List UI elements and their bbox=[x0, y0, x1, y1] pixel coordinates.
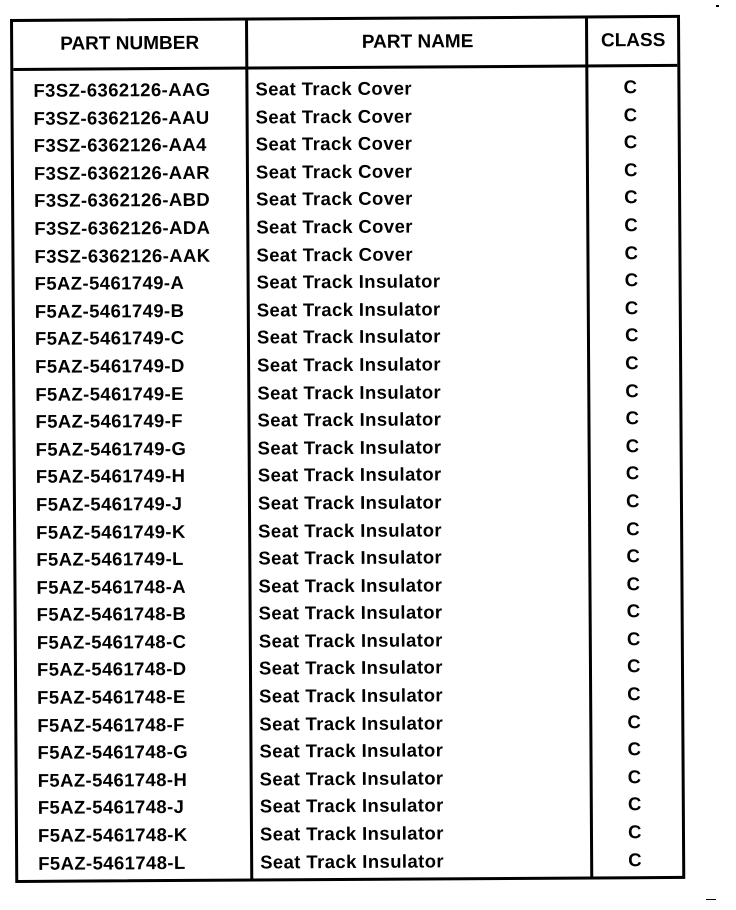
table-row bbox=[14, 128, 678, 160]
table-row bbox=[17, 708, 681, 740]
part-name-cell: Seat Track Insulator bbox=[258, 546, 443, 569]
table-row bbox=[14, 211, 678, 243]
table-body bbox=[13, 73, 682, 877]
part-number-cell: F5AZ-5461748-B bbox=[36, 603, 187, 626]
class-cell: C bbox=[626, 572, 641, 594]
header-part-name: PART NAME bbox=[361, 31, 474, 53]
class-cell: C bbox=[625, 352, 640, 374]
class-cell: C bbox=[625, 434, 640, 456]
class-cell: C bbox=[624, 324, 639, 346]
class-cell: C bbox=[628, 848, 643, 870]
class-cell: C bbox=[627, 738, 642, 760]
part-name-cell: Seat Track Insulator bbox=[257, 380, 442, 404]
class-cell: C bbox=[624, 186, 639, 208]
part-name-cell: Seat Track Cover bbox=[255, 77, 413, 100]
part-number-cell: F5AZ-5461749-L bbox=[36, 548, 184, 570]
part-name-cell: Seat Track Insulator bbox=[257, 353, 442, 376]
class-cell: C bbox=[628, 821, 642, 843]
part-number-cell: F5AZ-5461748-D bbox=[36, 658, 187, 681]
part-name-cell: Seat Track Insulator bbox=[260, 849, 445, 873]
table-row bbox=[14, 156, 678, 188]
table-row bbox=[16, 570, 680, 602]
table-row bbox=[14, 101, 678, 133]
class-cell: C bbox=[627, 683, 642, 705]
part-number-cell: F5AZ-5461749-B bbox=[34, 299, 185, 322]
part-number-cell: F5AZ-5461748-C bbox=[36, 630, 187, 653]
part-name-cell: Seat Track Insulator bbox=[257, 408, 442, 431]
part-name-cell: Seat Track Insulator bbox=[259, 712, 444, 735]
part-name-cell: Seat Track Insulator bbox=[258, 601, 443, 624]
part-name-cell: Seat Track Insulator bbox=[259, 767, 444, 790]
scan-speck bbox=[706, 899, 716, 900]
part-number-cell: F5AZ-5461749-C bbox=[34, 327, 185, 350]
class-cell: C bbox=[623, 158, 638, 181]
part-name-cell: Seat Track Insulator bbox=[258, 518, 443, 541]
part-name-cell: Seat Track Cover bbox=[256, 187, 413, 210]
class-cell: C bbox=[627, 710, 642, 732]
table-row bbox=[15, 294, 679, 326]
table-row bbox=[17, 652, 681, 684]
part-number-cell: F5AZ-5461749-G bbox=[35, 437, 187, 460]
part-number-cell: F5AZ-5461748-A bbox=[36, 575, 187, 598]
class-cell: C bbox=[625, 462, 640, 484]
class-cell: C bbox=[624, 269, 639, 291]
part-name-cell: Seat Track Cover bbox=[255, 160, 413, 183]
part-name-cell: Seat Track Cover bbox=[255, 105, 413, 128]
table-row bbox=[16, 514, 680, 546]
class-cell: C bbox=[623, 131, 638, 153]
part-number-cell: F5AZ-5461749-A bbox=[34, 272, 185, 295]
part-name-cell: Seat Track Insulator bbox=[257, 491, 442, 514]
part-number-cell: F5AZ-5461748-K bbox=[37, 823, 188, 846]
part-number-cell: F3SZ-6362126-ABD bbox=[34, 189, 211, 212]
part-number-cell: F3SZ-6362126-AAK bbox=[34, 244, 211, 267]
class-cell: C bbox=[624, 296, 639, 318]
part-number-cell: F5AZ-5461748-E bbox=[37, 686, 186, 708]
table-row bbox=[15, 376, 679, 408]
part-name-cell: Seat Track Cover bbox=[256, 243, 414, 266]
part-name-cell: Seat Track Insulator bbox=[258, 629, 443, 652]
part-number-cell: F5AZ-5461749-K bbox=[36, 520, 186, 543]
part-name-cell: Seat Track Insulator bbox=[259, 822, 444, 845]
part-name-cell: Seat Track Insulator bbox=[257, 463, 442, 486]
part-number-cell: F5AZ-5461748-L bbox=[38, 851, 186, 874]
part-name-cell: Seat Track Insulator bbox=[256, 298, 441, 321]
table-row bbox=[16, 432, 680, 464]
table-row bbox=[15, 404, 679, 436]
header-class: CLASS bbox=[600, 29, 666, 52]
part-name-cell: Seat Track Insulator bbox=[259, 794, 444, 817]
table-row bbox=[13, 73, 677, 105]
part-number-cell: F3SZ-6362126-AAR bbox=[33, 161, 211, 184]
table-row bbox=[18, 818, 682, 850]
part-number-cell: F3SZ-6362126-ADA bbox=[34, 216, 211, 239]
part-number-cell: F5AZ-5461749-H bbox=[35, 465, 186, 488]
table-row bbox=[14, 238, 678, 270]
parts-table bbox=[10, 15, 685, 883]
table-row bbox=[18, 846, 682, 878]
part-name-cell: Seat Track Insulator bbox=[258, 574, 443, 597]
class-cell: C bbox=[624, 241, 639, 263]
table-row bbox=[17, 597, 681, 629]
table-row bbox=[16, 459, 680, 491]
table-row bbox=[15, 349, 679, 381]
class-cell: C bbox=[625, 407, 640, 429]
class-cell: C bbox=[626, 628, 641, 650]
part-name-cell: Seat Track Insulator bbox=[258, 656, 443, 679]
part-number-cell: F5AZ-5461749-J bbox=[35, 492, 183, 515]
class-cell: C bbox=[627, 793, 642, 815]
part-number-cell: F5AZ-5461748-F bbox=[37, 713, 185, 736]
class-cell: C bbox=[625, 490, 640, 512]
part-number-cell: F5AZ-5461748-H bbox=[37, 768, 188, 791]
part-name-cell: Seat Track Insulator bbox=[257, 436, 442, 459]
table-row bbox=[16, 542, 680, 574]
class-cell: C bbox=[626, 600, 641, 622]
part-name-cell: Seat Track Cover bbox=[256, 215, 413, 238]
part-number-cell: F5AZ-5461749-E bbox=[35, 382, 184, 405]
class-cell: C bbox=[626, 545, 641, 567]
part-name-cell: Seat Track Cover bbox=[255, 132, 413, 155]
table-row bbox=[15, 266, 679, 298]
table-row bbox=[17, 625, 681, 657]
part-number-cell: F3SZ-6362126-AAU bbox=[33, 106, 210, 129]
part-number-cell: F3SZ-6362126-AA4 bbox=[33, 133, 207, 157]
table-row bbox=[17, 680, 681, 712]
part-number-cell: F5AZ-5461748-J bbox=[37, 796, 185, 819]
table-header-row bbox=[13, 18, 677, 71]
class-cell: C bbox=[626, 517, 641, 539]
table-row bbox=[18, 763, 682, 795]
part-name-cell: Seat Track Insulator bbox=[259, 684, 444, 707]
part-name-cell: Seat Track Insulator bbox=[259, 739, 444, 762]
part-number-cell: F5AZ-5461749-F bbox=[35, 410, 184, 432]
part-number-cell: F5AZ-5461748-G bbox=[37, 741, 189, 764]
part-name-cell: Seat Track Insulator bbox=[256, 270, 441, 293]
table-row bbox=[15, 321, 679, 353]
class-cell: C bbox=[623, 103, 638, 125]
class-cell: C bbox=[625, 379, 640, 401]
table-row bbox=[16, 487, 680, 519]
table-row bbox=[17, 735, 681, 767]
header-part-number: PART NUMBER bbox=[60, 32, 200, 55]
class-cell: C bbox=[627, 655, 641, 677]
table-row bbox=[14, 183, 678, 215]
part-name-cell: Seat Track Insulator bbox=[256, 325, 441, 348]
scan-speck bbox=[716, 5, 719, 7]
table-row bbox=[18, 790, 682, 822]
class-cell: C bbox=[624, 214, 639, 236]
part-number-cell: F5AZ-5461749-D bbox=[35, 354, 185, 377]
class-cell: C bbox=[627, 766, 642, 788]
part-number-cell: F3SZ-6362126-AAG bbox=[33, 78, 211, 101]
class-cell: C bbox=[623, 76, 638, 98]
